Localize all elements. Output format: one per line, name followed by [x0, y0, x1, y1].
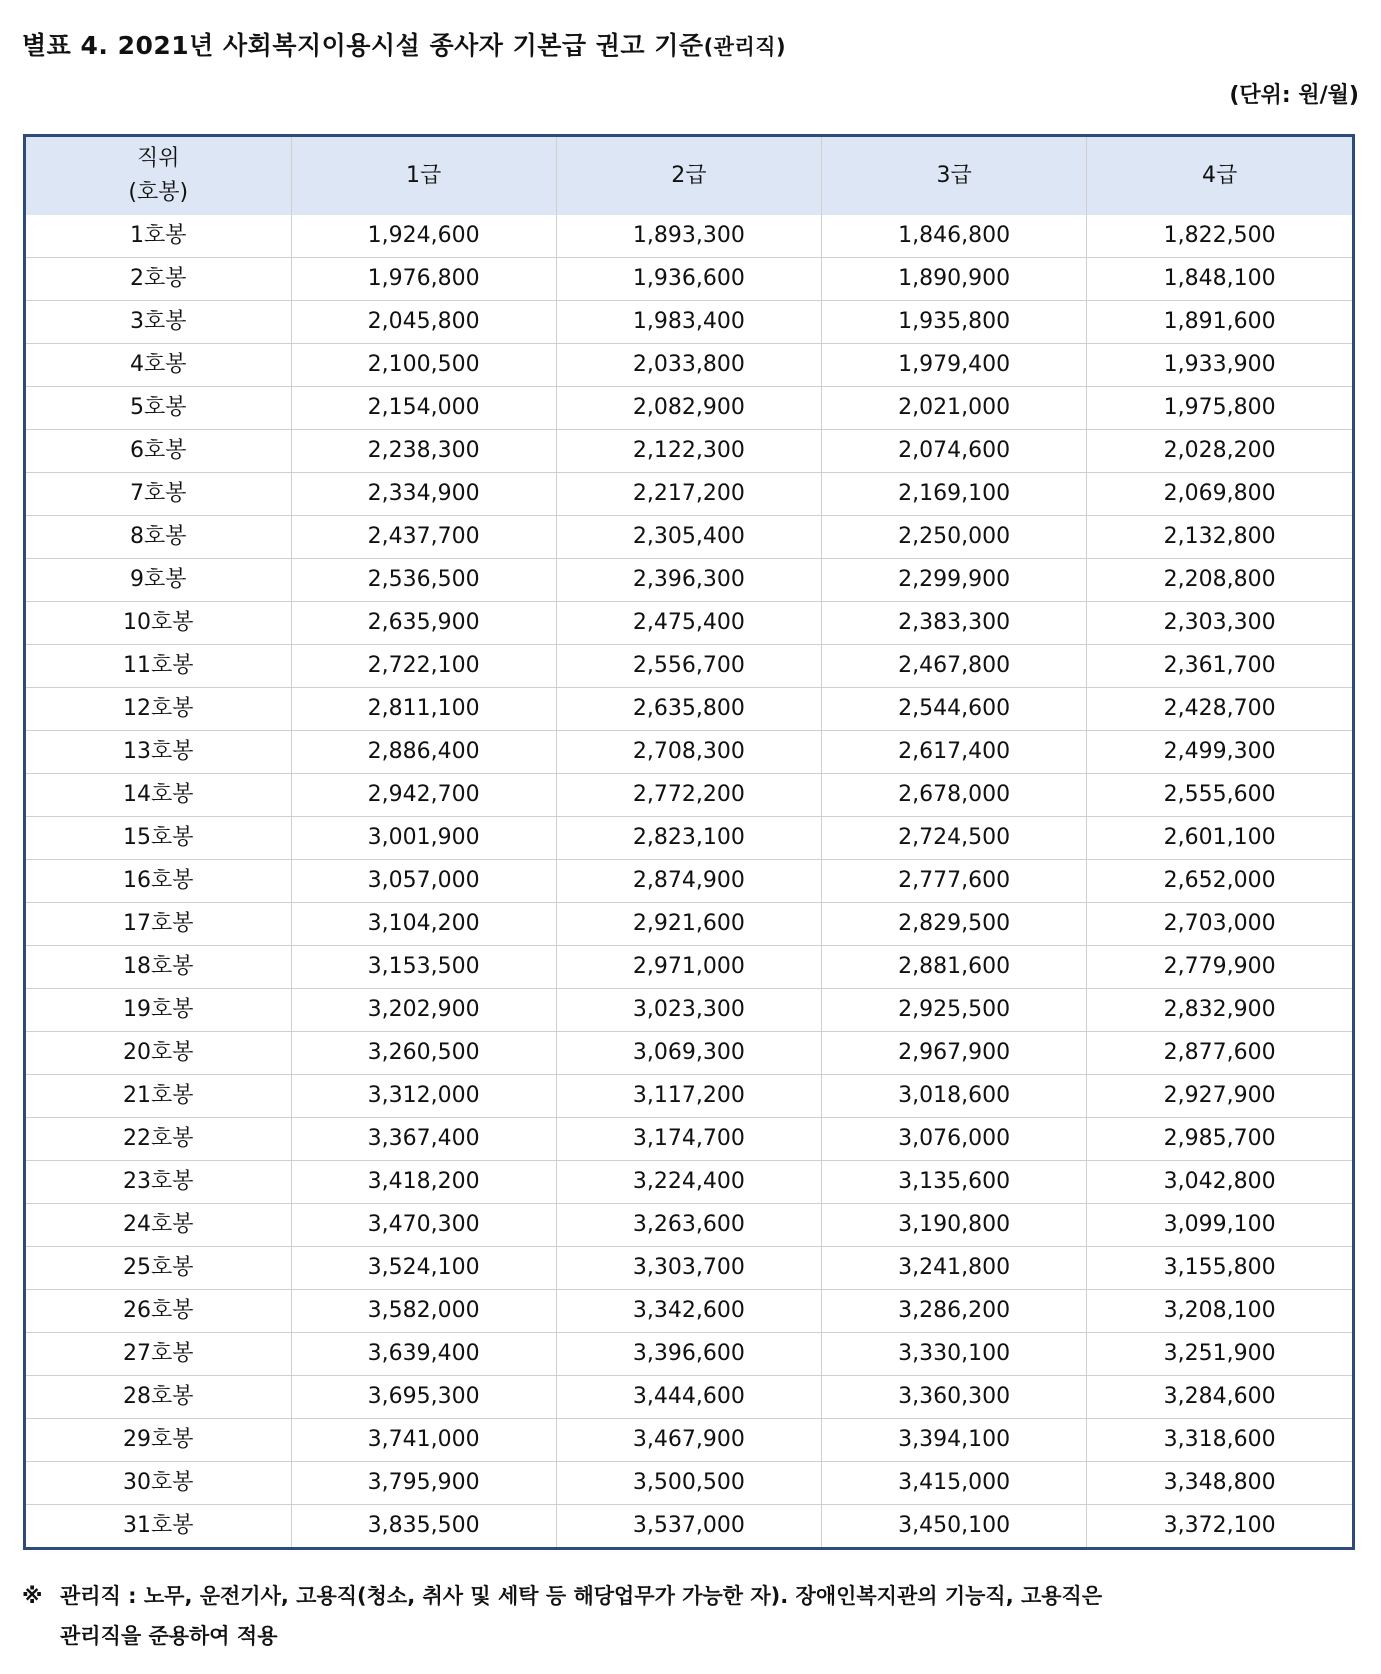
step-cell: 5호봉 [26, 387, 291, 430]
salary-cell-grade-4: 2,303,300 [1087, 602, 1352, 645]
step-cell: 24호봉 [26, 1204, 291, 1247]
step-cell: 13호봉 [26, 731, 291, 774]
step-cell: 1호봉 [129, 223, 187, 248]
step-cell: 12호봉 [26, 688, 291, 731]
salary-cell-grade-2: 2,772,200 [556, 774, 821, 817]
step-cell: 17호봉 [26, 903, 291, 946]
table-row [26, 1290, 1352, 1333]
table-row [26, 301, 1352, 344]
step-cell: 18호봉 [26, 946, 291, 989]
salary-cell-grade-1: 2,154,000 [291, 387, 556, 430]
salary-cell-grade-4: 3,099,100 [1087, 1204, 1352, 1247]
salary-cell-grade-4: 1,975,800 [1087, 387, 1352, 430]
salary-cell-grade-1: 3,057,000 [291, 860, 556, 903]
salary-cell-grade-3: 2,383,300 [822, 602, 1087, 645]
salary-cell-grade-1: 2,536,500 [291, 559, 556, 602]
salary-cell-grade-2: 2,874,900 [556, 860, 821, 903]
salary-cell-grade-3: 3,135,600 [822, 1161, 1087, 1204]
salary-cell-grade-4: 1,822,500 [1087, 215, 1352, 258]
table-row [26, 430, 1352, 473]
salary-cell-grade-2: 2,305,400 [556, 516, 821, 559]
salary-cell-grade-2: 2,635,800 [556, 688, 821, 731]
salary-cell-grade-2: 3,224,400 [556, 1161, 821, 1204]
table-row [26, 1247, 1352, 1290]
title-main: 별표 4. 2021년 사회복지이용시설 종사자 기본급 권고 기준 [22, 31, 704, 60]
step-cell: 2호봉 [26, 258, 291, 301]
salary-cell-grade-2: 2,921,600 [556, 903, 821, 946]
header-row [26, 137, 1352, 215]
salary-cell-grade-1: 3,202,900 [291, 989, 556, 1032]
table-row [26, 817, 1352, 860]
salary-cell-grade-4: 2,428,700 [1087, 688, 1352, 731]
salary-cell-grade-2: 1,936,600 [556, 258, 821, 301]
salary-cell-grade-2: 2,082,900 [556, 387, 821, 430]
salary-cell-grade-2: 2,033,800 [556, 344, 821, 387]
salary-cell-grade-4: 3,251,900 [1087, 1333, 1352, 1376]
salary-cell-grade-3: 2,250,000 [822, 516, 1087, 559]
salary-cell-grade-2: 3,174,700 [556, 1118, 821, 1161]
header-step-cell [26, 137, 291, 215]
step-cell: 28호봉 [26, 1376, 291, 1419]
salary-cell-grade-3: 2,678,000 [822, 774, 1087, 817]
salary-cell-grade-3: 1,979,400 [822, 344, 1087, 387]
table-header [26, 137, 1352, 215]
salary-cell-grade-4: 2,703,000 [1087, 903, 1352, 946]
footnote-text-2: 관리직을 준용하여 적용 [60, 1624, 278, 1648]
reference-mark: ※ [22, 1584, 43, 1608]
salary-cell-grade-3: 3,241,800 [822, 1247, 1087, 1290]
salary-cell-grade-4: 2,555,600 [1087, 774, 1352, 817]
salary-cell-grade-2: 3,537,000 [556, 1505, 821, 1548]
salary-cell-grade-2: 3,117,200 [556, 1075, 821, 1118]
salary-cell-grade-3: 2,544,600 [822, 688, 1087, 731]
salary-cell-grade-1: 1,924,600 [291, 215, 556, 258]
salary-cell-grade-3: 3,018,600 [822, 1075, 1087, 1118]
step-cell: 7호봉 [26, 473, 291, 516]
step-cell: 30호봉 [26, 1462, 291, 1505]
salary-cell-grade-4: 2,652,000 [1087, 860, 1352, 903]
header-step-line2: (호봉) [128, 180, 189, 205]
table-row [26, 1333, 1352, 1376]
step-cell: 15호봉 [26, 817, 291, 860]
table-row [26, 516, 1352, 559]
salary-cell-grade-2: 2,475,400 [556, 602, 821, 645]
salary-cell-grade-4: 3,318,600 [1087, 1419, 1352, 1462]
salary-cell-grade-2: 2,823,100 [556, 817, 821, 860]
salary-cell-grade-4: 1,848,100 [1087, 258, 1352, 301]
salary-cell-grade-1: 2,334,900 [291, 473, 556, 516]
salary-cell-grade-1: 2,437,700 [291, 516, 556, 559]
salary-cell-grade-4: 2,028,200 [1087, 430, 1352, 473]
salary-cell-grade-3: 3,190,800 [822, 1204, 1087, 1247]
step-cell: 20호봉 [26, 1032, 291, 1075]
salary-cell-grade-3: 2,299,900 [822, 559, 1087, 602]
step-cell: 27호봉 [26, 1333, 291, 1376]
title-suffix: (관리직) [703, 35, 787, 59]
salary-cell-grade-2: 3,500,500 [556, 1462, 821, 1505]
table-row [26, 559, 1352, 602]
salary-cell-grade-1: 2,811,100 [291, 688, 556, 731]
footnote-text-1: 관리직 : 노무, 운전기사, 고용직(청소, 취사 및 세탁 등 해당업무가 가능한 자). 장애인복지관의 기능직, 고용직은 [60, 1584, 1103, 1608]
salary-cell-grade-1: 3,470,300 [291, 1204, 556, 1247]
salary-cell-grade-1: 3,795,900 [291, 1462, 556, 1505]
salary-cell-grade-4: 1,933,900 [1087, 344, 1352, 387]
salary-cell-grade-3: 2,967,900 [822, 1032, 1087, 1075]
salary-cell-grade-1: 3,367,400 [291, 1118, 556, 1161]
table-row [26, 645, 1352, 688]
salary-cell-grade-3: 2,829,500 [822, 903, 1087, 946]
table-row [26, 731, 1352, 774]
salary-cell-grade-4: 2,877,600 [1087, 1032, 1352, 1075]
salary-cell-grade-1: 2,635,900 [291, 602, 556, 645]
step-cell: 25호봉 [26, 1247, 291, 1290]
salary-cell-grade-2: 2,708,300 [556, 731, 821, 774]
table-row [26, 1376, 1352, 1419]
salary-cell-grade-4: 2,069,800 [1087, 473, 1352, 516]
salary-cell-grade-1: 3,695,300 [291, 1376, 556, 1419]
salary-cell-grade-2: 3,396,600 [556, 1333, 821, 1376]
salary-cell-grade-2: 3,444,600 [556, 1376, 821, 1419]
step-cell: 11호봉 [26, 645, 291, 688]
table-row [26, 946, 1352, 989]
salary-cell-grade-4: 1,891,600 [1087, 301, 1352, 344]
table-body [26, 215, 1352, 1547]
salary-cell-grade-3: 3,076,000 [822, 1118, 1087, 1161]
salary-cell-grade-3: 3,360,300 [822, 1376, 1087, 1419]
table-row [26, 1075, 1352, 1118]
salary-cell-grade-2: 3,467,900 [556, 1419, 821, 1462]
salary-cell-grade-3: 3,394,100 [822, 1419, 1087, 1462]
salary-cell-grade-1: 2,045,800 [291, 301, 556, 344]
salary-cell-grade-3: 1,846,800 [822, 215, 1087, 258]
salary-cell-grade-4: 2,601,100 [1087, 817, 1352, 860]
salary-cell-grade-1: 3,582,000 [291, 1290, 556, 1333]
step-cell: 14호봉 [26, 774, 291, 817]
salary-cell-grade-1: 3,835,500 [291, 1505, 556, 1548]
salary-cell-grade-1: 3,741,000 [291, 1419, 556, 1462]
table-row [26, 1204, 1352, 1247]
salary-cell-grade-4: 3,284,600 [1087, 1376, 1352, 1419]
salary-cell-grade-2: 2,556,700 [556, 645, 821, 688]
salary-cell-grade-4: 2,132,800 [1087, 516, 1352, 559]
table-row [26, 989, 1352, 1032]
salary-cell-grade-2: 2,396,300 [556, 559, 821, 602]
salary-cell-grade-1: 2,722,100 [291, 645, 556, 688]
table-row [26, 1161, 1352, 1204]
footnote [22, 1576, 1358, 1656]
salary-table-frame [23, 134, 1355, 1550]
step-cell: 8호봉 [26, 516, 291, 559]
salary-cell-grade-4: 3,042,800 [1087, 1161, 1352, 1204]
table-row [26, 258, 1352, 301]
salary-cell-grade-1: 3,104,200 [291, 903, 556, 946]
table-row [26, 473, 1352, 516]
salary-cell-grade-2: 2,971,000 [556, 946, 821, 989]
salary-cell-grade-3: 2,467,800 [822, 645, 1087, 688]
salary-cell-grade-2: 1,983,400 [556, 301, 821, 344]
salary-cell-grade-3: 2,881,600 [822, 946, 1087, 989]
table-row [26, 1419, 1352, 1462]
salary-cell-grade-3: 2,169,100 [822, 473, 1087, 516]
salary-cell-grade-1: 1,976,800 [291, 258, 556, 301]
step-cell: 22호봉 [26, 1118, 291, 1161]
salary-cell-grade-4: 3,155,800 [1087, 1247, 1352, 1290]
salary-cell-grade-4: 3,208,100 [1087, 1290, 1352, 1333]
salary-table [26, 137, 1352, 1547]
salary-cell-grade-1: 2,238,300 [291, 430, 556, 473]
salary-cell-grade-4: 2,499,300 [1087, 731, 1352, 774]
table-row [26, 602, 1352, 645]
table-row [26, 1032, 1352, 1075]
salary-cell-grade-3: 2,777,600 [822, 860, 1087, 903]
salary-cell-grade-1: 2,886,400 [291, 731, 556, 774]
salary-cell-grade-3: 3,415,000 [822, 1462, 1087, 1505]
salary-cell-grade-2: 2,217,200 [556, 473, 821, 516]
salary-cell-grade-1: 2,100,500 [291, 344, 556, 387]
salary-cell-grade-1: 3,001,900 [291, 817, 556, 860]
footnote-line1 [22, 1576, 1358, 1616]
table-row [26, 903, 1352, 946]
table-row [26, 387, 1352, 430]
salary-cell-grade-4: 2,208,800 [1087, 559, 1352, 602]
salary-cell-grade-3: 2,021,000 [822, 387, 1087, 430]
step-cell: 23호봉 [26, 1161, 291, 1204]
salary-cell-grade-2: 2,122,300 [556, 430, 821, 473]
salary-cell-grade-2: 3,069,300 [556, 1032, 821, 1075]
step-cell: 29호봉 [26, 1419, 291, 1462]
salary-cell-grade-3: 3,450,100 [822, 1505, 1087, 1548]
table-row [26, 1118, 1352, 1161]
step-cell: 10호봉 [26, 602, 291, 645]
step-cell: 19호봉 [26, 989, 291, 1032]
salary-cell-grade-1: 2,942,700 [291, 774, 556, 817]
step-cell: 3호봉 [26, 301, 291, 344]
salary-cell-grade-4: 3,372,100 [1087, 1505, 1352, 1548]
salary-cell-grade-1: 3,639,400 [291, 1333, 556, 1376]
salary-cell-grade-3: 1,890,900 [822, 258, 1087, 301]
salary-cell-grade-4: 2,985,700 [1087, 1118, 1352, 1161]
step-cell: 6호봉 [26, 430, 291, 473]
salary-cell-grade-1: 3,418,200 [291, 1161, 556, 1204]
salary-cell-grade-4: 2,832,900 [1087, 989, 1352, 1032]
salary-cell-grade-1: 3,524,100 [291, 1247, 556, 1290]
header-grade-1: 1급 [291, 137, 556, 215]
salary-cell-grade-1: 3,153,500 [291, 946, 556, 989]
step-cell: 9호봉 [26, 559, 291, 602]
salary-cell-grade-4: 2,779,900 [1087, 946, 1352, 989]
salary-cell-grade-2: 3,263,600 [556, 1204, 821, 1247]
step-cell: 26호봉 [26, 1290, 291, 1333]
table-row [26, 1505, 1352, 1548]
table-row [26, 860, 1352, 903]
salary-cell-grade-1: 3,260,500 [291, 1032, 556, 1075]
table-row [26, 1462, 1352, 1505]
step-cell: 16호봉 [26, 860, 291, 903]
salary-cell-grade-4: 3,348,800 [1087, 1462, 1352, 1505]
salary-cell-grade-2: 1,893,300 [556, 215, 821, 258]
header-grade-3: 3급 [822, 137, 1087, 215]
salary-cell-grade-4: 2,927,900 [1087, 1075, 1352, 1118]
page-title [22, 26, 786, 62]
salary-cell-grade-2: 3,023,300 [556, 989, 821, 1032]
unit-label: (단위: 원/월) [1229, 83, 1359, 108]
salary-cell-grade-2: 3,303,700 [556, 1247, 821, 1290]
header-grade-2: 2급 [556, 137, 821, 215]
salary-cell-grade-3: 2,074,600 [822, 430, 1087, 473]
table-row [26, 688, 1352, 731]
step-cell: 31호봉 [26, 1505, 291, 1548]
salary-cell-grade-3: 1,935,800 [822, 301, 1087, 344]
salary-cell-grade-3: 2,925,500 [822, 989, 1087, 1032]
salary-cell-grade-1: 3,312,000 [291, 1075, 556, 1118]
table-row [26, 344, 1352, 387]
step-cell: 4호봉 [26, 344, 291, 387]
table-row [26, 215, 1352, 258]
salary-cell-grade-3: 2,724,500 [822, 817, 1087, 860]
salary-cell-grade-3: 3,330,100 [822, 1333, 1087, 1376]
header-step-line1: 직위 [136, 146, 180, 171]
salary-cell-grade-3: 3,286,200 [822, 1290, 1087, 1333]
salary-cell-grade-2: 3,342,600 [556, 1290, 821, 1333]
salary-cell-grade-3: 2,617,400 [822, 731, 1087, 774]
salary-cell-grade-4: 2,361,700 [1087, 645, 1352, 688]
table-row [26, 774, 1352, 817]
header-grade-4: 4급 [1087, 137, 1352, 215]
step-cell: 21호봉 [26, 1075, 291, 1118]
